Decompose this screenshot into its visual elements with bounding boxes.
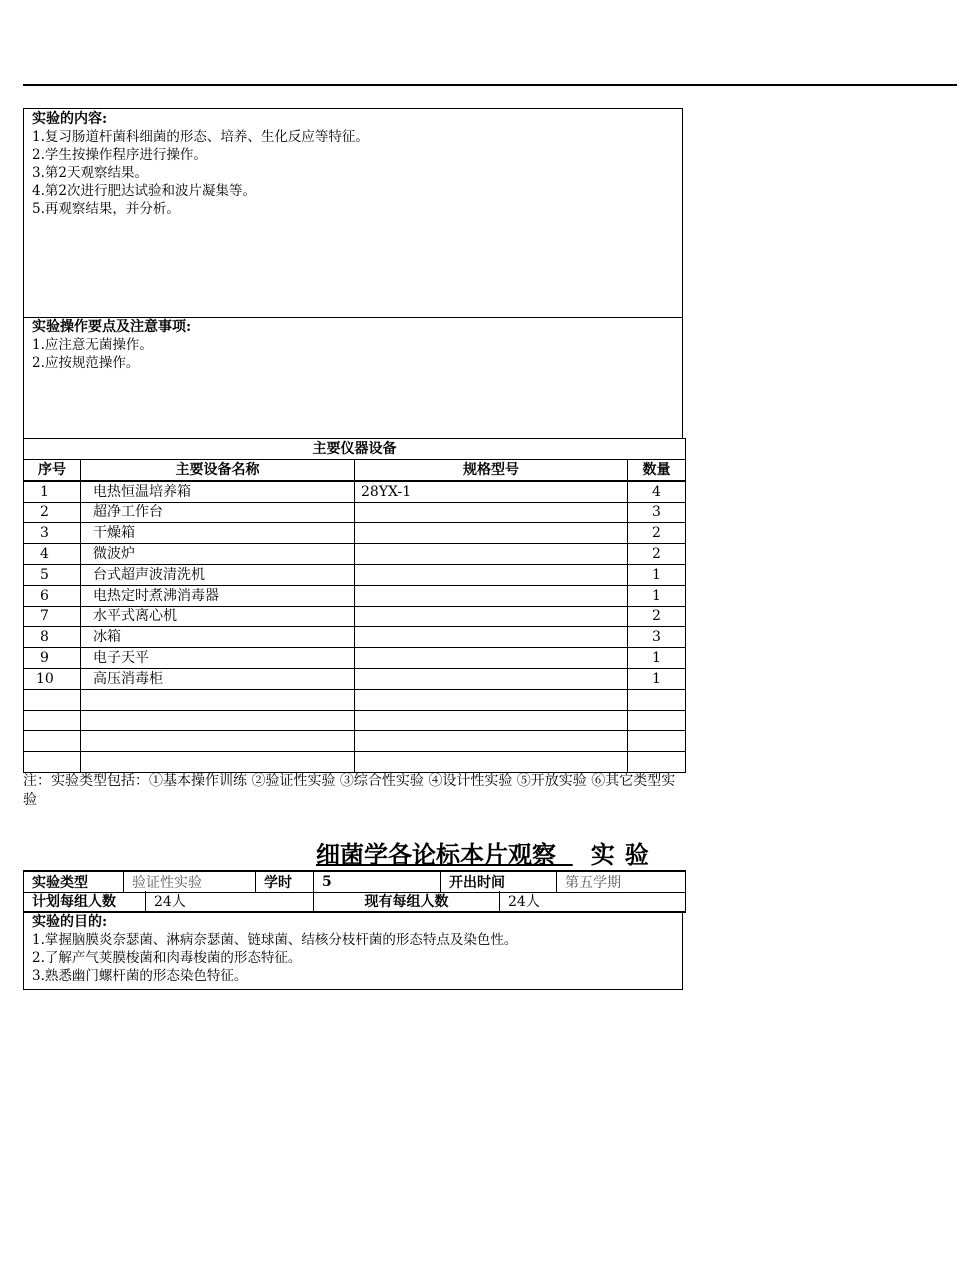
planned-value: 24人 xyxy=(146,891,314,912)
equipment-caption-row xyxy=(24,439,686,460)
purpose-line: 2.了解产气荚膜梭菌和肉毒梭菌的形态特征。 xyxy=(32,950,302,966)
row-model xyxy=(355,627,628,648)
table-row xyxy=(24,627,686,648)
header-index: 序号 xyxy=(24,460,81,481)
top-rule xyxy=(23,84,957,86)
table-row xyxy=(24,648,686,669)
table-row xyxy=(24,481,686,502)
table-row xyxy=(24,585,686,606)
empty-cell xyxy=(81,689,355,710)
row-quantity: 2 xyxy=(628,523,686,544)
operations-section xyxy=(23,317,683,439)
row-name: 电子天平 xyxy=(81,648,355,669)
row-index: 7 xyxy=(24,606,81,627)
row-model xyxy=(355,668,628,689)
title-underline-tail xyxy=(556,840,573,869)
row-quantity: 1 xyxy=(628,668,686,689)
purpose-line: 1.掌握脑膜炎奈瑟菌、淋病奈瑟菌、链球菌、结核分枝杆菌的形态特点及染色性。 xyxy=(32,932,518,948)
row-name: 台式超声波清洗机 xyxy=(81,564,355,585)
header-model: 规格型号 xyxy=(355,460,628,481)
row-name: 高压消毒柜 xyxy=(81,668,355,689)
empty-cell xyxy=(81,731,355,752)
type-value: 验证性实验 xyxy=(124,871,256,893)
empty-cell xyxy=(355,752,628,773)
empty-cell xyxy=(355,731,628,752)
row-quantity: 3 xyxy=(628,502,686,523)
row-name: 冰箱 xyxy=(81,627,355,648)
row-quantity: 1 xyxy=(628,564,686,585)
empty-cell xyxy=(24,752,81,773)
current-label: 现有每组人数 xyxy=(314,891,500,912)
table-row xyxy=(24,606,686,627)
row-model: 28YX-1 xyxy=(355,481,628,502)
experiment-info-table xyxy=(23,870,686,893)
info-row xyxy=(24,871,686,893)
row-model xyxy=(355,606,628,627)
hours-label: 学时 xyxy=(256,871,314,893)
table-row xyxy=(24,668,686,689)
empty-cell xyxy=(355,689,628,710)
table-row xyxy=(24,502,686,523)
empty-cell xyxy=(355,710,628,731)
header-name: 主要设备名称 xyxy=(81,460,355,481)
table-row xyxy=(24,544,686,565)
empty-cell xyxy=(628,689,686,710)
row-index: 3 xyxy=(24,523,81,544)
row-index: 2 xyxy=(24,502,81,523)
hours-value: 5 xyxy=(314,871,441,893)
empty-cell xyxy=(81,710,355,731)
row-name: 水平式离心机 xyxy=(81,606,355,627)
content-line: 3.第2天观察结果。 xyxy=(32,165,148,181)
empty-cell xyxy=(628,710,686,731)
row-index: 1 xyxy=(24,481,81,502)
experiment-content-section xyxy=(23,108,683,318)
row-model xyxy=(355,523,628,544)
operations-title: 实验操作要点及注意事项: xyxy=(32,319,192,335)
empty-cell xyxy=(24,731,81,752)
row-index: 6 xyxy=(24,585,81,606)
type-label: 实验类型 xyxy=(24,871,124,893)
operations-line: 1.应注意无菌操作。 xyxy=(32,337,153,353)
experiment-type-note: 注：实验类型包括：①基本操作训练 ②验证性实验 ③综合性实验 ④设计性实验 ⑤开放实验 ⑥其它类型实验 xyxy=(23,773,676,808)
empty-row xyxy=(24,731,686,752)
time-label: 开出时间 xyxy=(441,871,557,893)
empty-cell xyxy=(24,710,81,731)
table-row xyxy=(24,523,686,544)
row-quantity: 2 xyxy=(628,606,686,627)
operations-line: 2.应按规范操作。 xyxy=(32,355,140,371)
experiment-purpose-section xyxy=(23,912,683,990)
equipment-caption: 主要仪器设备 xyxy=(24,439,686,460)
row-model xyxy=(355,502,628,523)
empty-cell xyxy=(628,752,686,773)
content-title: 实验的内容: xyxy=(32,111,108,127)
purpose-title: 实验的目的: xyxy=(32,914,108,930)
empty-row xyxy=(24,689,686,710)
plan-row xyxy=(24,891,686,912)
content-line: 5.再观察结果，并分析。 xyxy=(32,201,180,217)
row-name: 干燥箱 xyxy=(81,523,355,544)
row-quantity: 4 xyxy=(628,481,686,502)
row-index: 4 xyxy=(24,544,81,565)
table-row xyxy=(24,564,686,585)
row-index: 10 xyxy=(24,668,81,689)
row-quantity: 2 xyxy=(628,544,686,565)
time-value: 第五学期 xyxy=(557,871,686,893)
row-model xyxy=(355,648,628,669)
group-size-table xyxy=(23,891,686,913)
row-model xyxy=(355,564,628,585)
row-quantity: 1 xyxy=(628,585,686,606)
row-name: 超净工作台 xyxy=(81,502,355,523)
row-model xyxy=(355,544,628,565)
row-quantity: 1 xyxy=(628,648,686,669)
content-line: 2.学生按操作程序进行操作。 xyxy=(32,147,207,163)
row-name: 微波炉 xyxy=(81,544,355,565)
experiment-title-name: 细菌学各论标本片观察 xyxy=(316,840,556,869)
equipment-table xyxy=(23,438,686,773)
current-value: 24人 xyxy=(500,891,686,912)
row-name: 电热定时煮沸消毒器 xyxy=(81,585,355,606)
content-line: 1.复习肠道杆菌科细菌的形态、培养、生化反应等特征。 xyxy=(32,129,369,145)
experiment-title xyxy=(316,840,659,870)
row-name: 电热恒温培养箱 xyxy=(81,481,355,502)
empty-cell xyxy=(81,752,355,773)
empty-row xyxy=(24,752,686,773)
row-index: 9 xyxy=(24,648,81,669)
row-model xyxy=(355,585,628,606)
purpose-line: 3.熟悉幽门螺杆菌的形态染色特征。 xyxy=(32,968,248,984)
equipment-header-row xyxy=(24,460,686,481)
planned-label: 计划每组人数 xyxy=(24,891,146,912)
row-index: 5 xyxy=(24,564,81,585)
empty-cell xyxy=(628,731,686,752)
header-quantity: 数量 xyxy=(628,460,686,481)
empty-row xyxy=(24,710,686,731)
row-quantity: 3 xyxy=(628,627,686,648)
empty-cell xyxy=(24,689,81,710)
content-line: 4.第2次进行肥达试验和波片凝集等。 xyxy=(32,183,256,199)
experiment-title-suffix: 实验 xyxy=(590,840,659,869)
row-index: 8 xyxy=(24,627,81,648)
